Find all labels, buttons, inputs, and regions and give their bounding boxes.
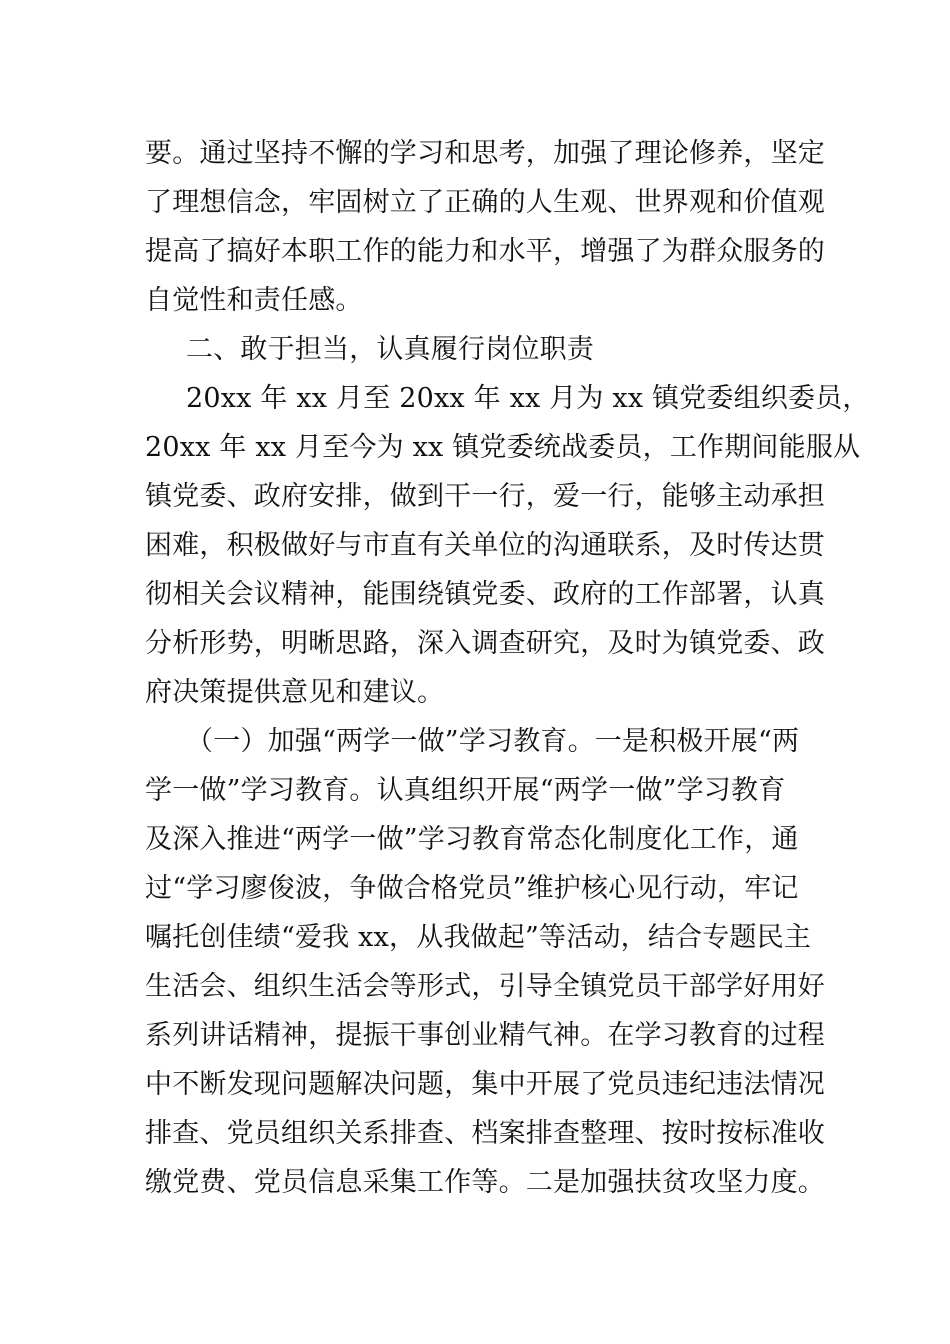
- paragraph-line: 生活会、组织生活会等形式，引导全镇党员干部学好用好: [145, 971, 825, 1002]
- paragraph-line: 缴党费、党员信息采集工作等。二是加强扶贫攻坚力度。: [145, 1167, 825, 1198]
- paragraph-line: 20xx 年 xx 月至 20xx 年 xx 月为 xx 镇党委组织委员，: [186, 383, 870, 414]
- paragraph-line: 过“学习廖俊波，争做合格党员”维护核心见行动，牢记: [145, 873, 799, 904]
- paragraph-line: 了理想信念，牢固树立了正确的人生观、世界观和价值观: [145, 187, 825, 218]
- paragraph-line: 困难，积极做好与市直有关单位的沟通联系，及时传达贯: [145, 530, 825, 561]
- paragraph-line: 分析形势，明晰思路，深入调查研究，及时为镇党委、政: [145, 628, 825, 659]
- paragraph-line: 排查、党员组织关系排查、档案排查整理、按时按标准收: [145, 1118, 825, 1149]
- paragraph-line: 及深入推进“两学一做”学习教育常态化制度化工作，通: [145, 824, 799, 855]
- paragraph-line: （一）加强“两学一做”学习教育。一是积极开展“两: [186, 726, 800, 757]
- paragraph-line: 中不断发现问题解决问题，集中开展了党员违纪违法情况: [145, 1069, 825, 1100]
- paragraph-line: 镇党委、政府安排，做到干一行，爱一行，能够主动承担: [145, 481, 825, 512]
- paragraph-line: 学一做”学习教育。认真组织开展“两学一做”学习教育: [145, 775, 786, 806]
- paragraph-line: 府决策提供意见和建议。: [145, 677, 445, 708]
- paragraph-line: 彻相关会议精神，能围绕镇党委、政府的工作部署，认真: [145, 579, 825, 610]
- paragraph-line: 系列讲话精神，提振干事创业精气神。在学习教育的过程: [145, 1020, 825, 1051]
- paragraph-line: 20xx 年 xx 月至今为 xx 镇党委统战委员，工作期间能服从: [145, 432, 861, 463]
- paragraph-line: 自觉性和责任感。: [145, 285, 363, 316]
- paragraph-line: 提高了搞好本职工作的能力和水平，增强了为群众服务的: [145, 236, 825, 267]
- paragraph-line: 要。通过坚持不懈的学习和思考，加强了理论修养，坚定: [145, 138, 825, 169]
- section-heading: 二、敢于担当，认真履行岗位职责: [186, 334, 594, 365]
- paragraph-line: 嘱托创佳绩“爱我 xx，从我做起”等活动，结合专题民主: [145, 922, 812, 953]
